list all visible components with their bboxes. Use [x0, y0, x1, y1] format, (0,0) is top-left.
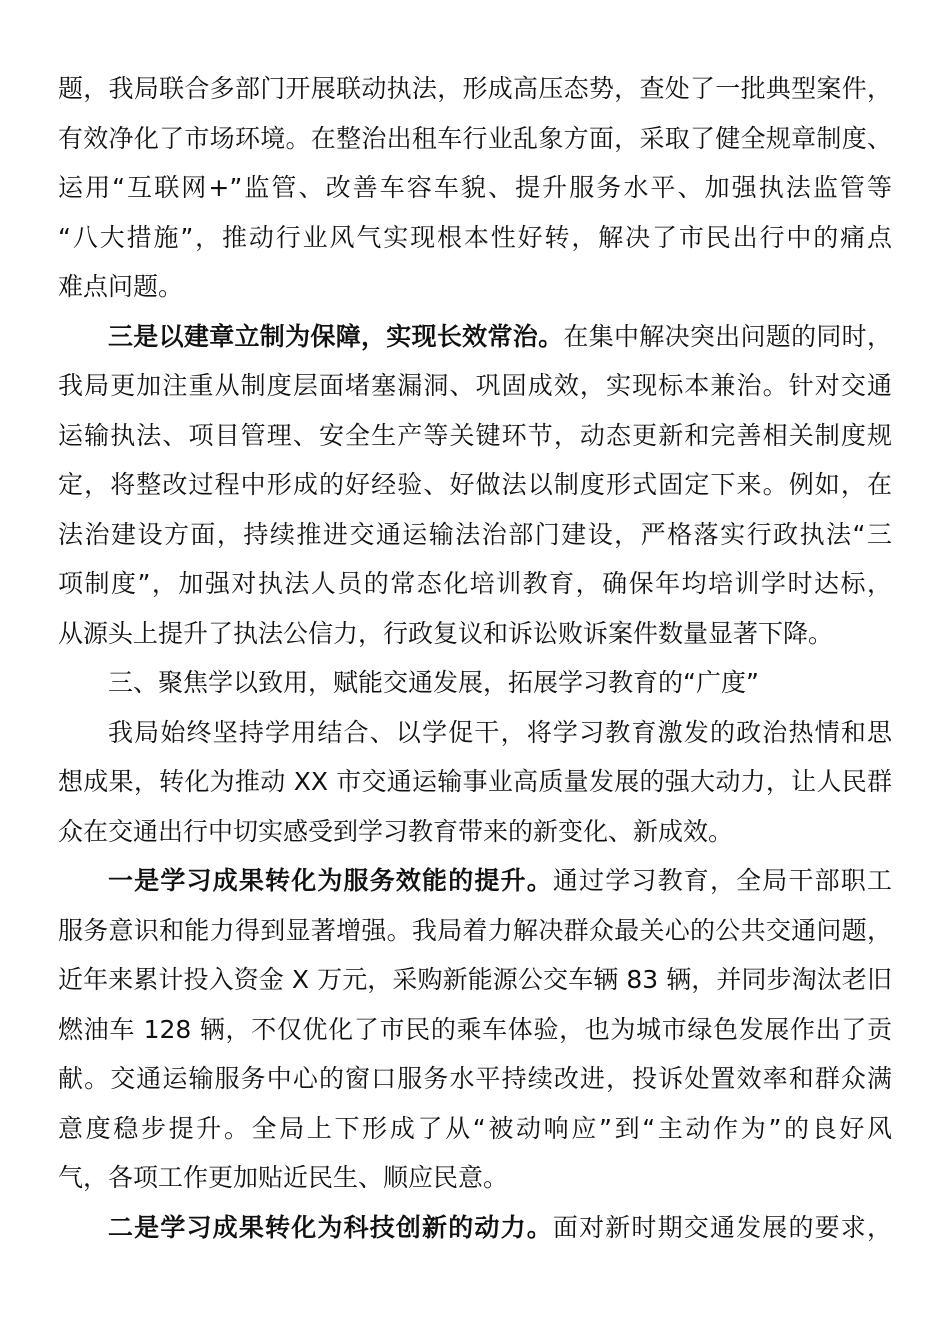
paragraph	[58, 64, 892, 312]
text-line: 我局更加注重从制度层面堵塞漏洞、巩固成效，实现标本兼治。针对交通	[58, 371, 892, 400]
bold-lead-phrase: 三是以建章立制为保障，实现长效常治。	[108, 321, 564, 351]
text-line: 想成果，转化为推动 XX 市交通运输事业高质量发展的强大动力，让人民群	[58, 767, 892, 796]
text-line	[58, 856, 892, 906]
text-line: 我局始终坚持学用结合、以学促干，将学习教育激发的政治热情和思	[108, 717, 892, 747]
text-line: “八大措施”，推动行业风气实现根本性好转，解决了市民出行中的痛点	[58, 222, 892, 252]
text-segment: 在集中解决突出问题的同时，	[563, 321, 892, 351]
text-line: 定，将整改过程中形成的好经验、好做法以制度形式固定下来。例如，在	[58, 470, 892, 499]
text-segment: 通过学习教育，全局干部职工	[552, 866, 892, 895]
text-line: 运用“互联网+”监管、改善车容车貌、提升服务水平、加强执法监管等	[58, 173, 892, 202]
bold-lead-phrase: 一是学习成果转化为服务效能的提升。	[108, 866, 553, 895]
text-line: 众在交通出行中切实感受到学习教育带来的新变化、新成效。	[58, 816, 734, 846]
text-line: 有效净化了市场环境。在整治出租车行业乱象方面，采取了健全规章制度、	[58, 123, 892, 153]
text-segment: 面对新时期交通发展的要求，	[552, 1212, 892, 1242]
text-line	[58, 1203, 892, 1253]
paragraph	[58, 708, 892, 857]
paragraph	[58, 312, 892, 659]
text-line: 燃油车 128 辆，不仅优化了市民的乘车体验，也为城市绿色发展作出了贡	[58, 1014, 892, 1044]
paragraph	[58, 1203, 892, 1253]
text-line: 意度稳步提升。全局上下形成了从“被动响应”到“主动作为”的良好风	[58, 1113, 892, 1143]
document-body	[58, 64, 892, 1252]
text-line: 从源头上提升了执法公信力，行政复议和诉讼败诉案件数量显著下降。	[58, 618, 834, 648]
text-line: 难点问题。	[58, 272, 184, 301]
text-line	[58, 312, 892, 362]
text-line: 献。交通运输服务中心的窗口服务水平持续改进，投诉处置效率和群众满	[58, 1064, 892, 1093]
text-line: 运输执法、项目管理、安全生产等关键环节，动态更新和完善相关制度规	[58, 420, 892, 450]
bold-lead-phrase: 二是学习成果转化为科技创新的动力。	[108, 1212, 553, 1242]
text-line: 题，我局联合多部门开展联动执法，形成高压态势，查处了一批典型案件，	[58, 74, 892, 103]
section-heading	[58, 658, 892, 708]
text-line: 项制度”，加强对执法人员的常态化培训教育，确保年均培训学时达标，	[58, 569, 892, 598]
text-line: 气，各项工作更加贴近民生、顺应民意。	[58, 1163, 509, 1192]
paragraph	[58, 856, 892, 1203]
text-line: 近年来累计投入资金 X 万元，采购新能源公交车辆 83 辆，并同步淘汰老旧	[58, 965, 892, 994]
text-line: 三、聚焦学以致用，赋能交通发展，拓展学习教育的“广度”	[108, 668, 759, 697]
text-line: 法治建设方面，持续推进交通运输法治部门建设，严格落实行政执法“三	[58, 519, 892, 549]
text-line: 服务意识和能力得到显著增强。我局着力解决群众最关心的公共交通问题，	[58, 915, 892, 945]
